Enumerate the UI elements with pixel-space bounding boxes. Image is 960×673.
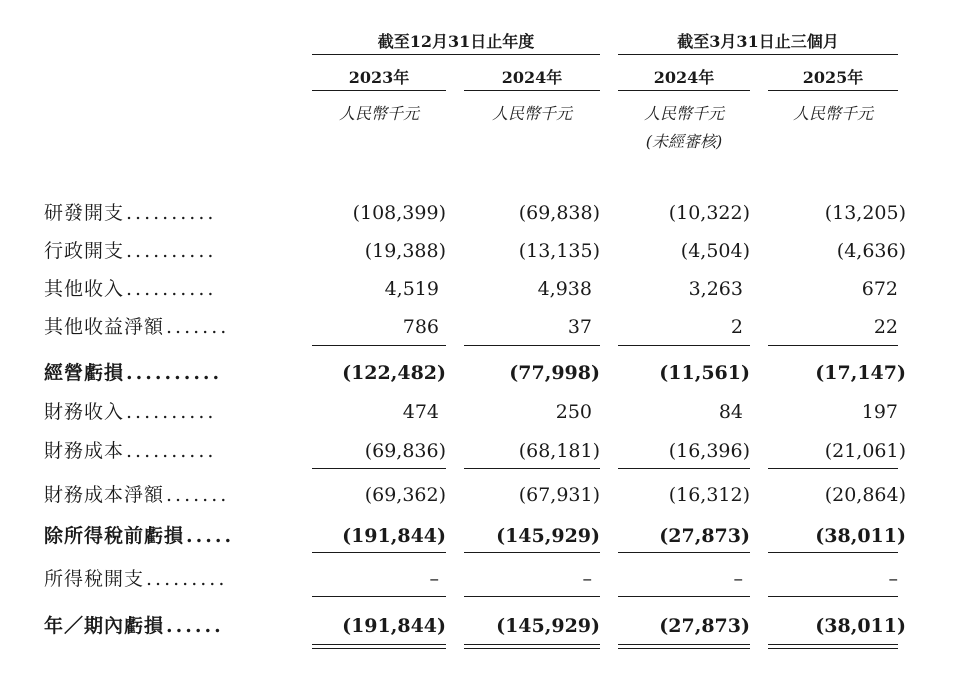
cell-value: (145,929) [496, 525, 600, 547]
subtotal-rule [312, 345, 446, 346]
cell-value: (191,844) [342, 525, 446, 547]
cell-value: 474 [402, 401, 439, 423]
cell-value: (77,998) [509, 362, 600, 384]
column-year-2023: 2023年 [312, 66, 446, 91]
cell-value: 2 [730, 316, 743, 338]
row-label-rd-expenses: 研發開支 .......... [44, 202, 217, 224]
header-group-quarter: 截至3月31日止三個月 [618, 30, 898, 55]
column-unit: 人民幣千元 [338, 104, 419, 123]
total-double-rule [768, 644, 898, 649]
cell-value: (20,864) [824, 484, 906, 506]
subtotal-rule [312, 552, 446, 553]
row-label-loss-for-period: 年／期內虧損 ...... [44, 615, 224, 637]
cell-value: (38,011) [815, 615, 906, 637]
subtotal-rule [768, 468, 898, 469]
column-year-2024-annual: 2024年 [464, 66, 600, 91]
cell-value: – [733, 568, 743, 590]
total-double-rule [618, 644, 750, 649]
subtotal-rule [464, 468, 600, 469]
cell-value: (38,011) [815, 525, 906, 547]
cell-value: (69,838) [518, 202, 600, 224]
cell-value: 37 [567, 316, 592, 338]
cell-value: (19,388) [364, 240, 446, 262]
row-label-finance-income: 財務收入 .......... [44, 401, 217, 423]
cell-value: (69,362) [364, 484, 446, 506]
column-unit: 人民幣千元 [643, 104, 724, 123]
row-label-other-gains-net: 其他收益淨額 ....... [44, 316, 230, 338]
row-label-income-tax: 所得稅開支 ......... [44, 568, 228, 590]
subtotal-rule [464, 345, 600, 346]
cell-value: (16,312) [668, 484, 750, 506]
cell-value: 84 [718, 401, 743, 423]
column-note-unaudited: (未經審核) [645, 132, 723, 151]
cell-value: (122,482) [342, 362, 446, 384]
subtotal-rule [618, 596, 750, 597]
row-label-loss-before-tax: 除所得稅前虧損 ..... [44, 525, 235, 547]
subtotal-rule [768, 345, 898, 346]
row-label-finance-costs: 財務成本 .......... [44, 440, 217, 462]
cell-value: (191,844) [342, 615, 446, 637]
cell-value: – [888, 568, 898, 590]
cell-value: 4,519 [384, 278, 439, 300]
cell-value: 250 [555, 401, 592, 423]
cell-value: 786 [402, 316, 439, 338]
subtotal-rule [312, 596, 446, 597]
subtotal-rule [312, 468, 446, 469]
row-label-other-income: 其他收入 .......... [44, 278, 217, 300]
cell-value: 197 [861, 401, 898, 423]
subtotal-rule [768, 596, 898, 597]
subtotal-rule [618, 468, 750, 469]
cell-value: (10,322) [668, 202, 750, 224]
subtotal-rule [768, 552, 898, 553]
cell-value: (13,135) [518, 240, 600, 262]
total-double-rule [464, 644, 600, 649]
row-label-finance-costs-net: 財務成本淨額 ....... [44, 484, 230, 506]
cell-value: (68,181) [518, 440, 600, 462]
column-unit: 人民幣千元 [491, 104, 572, 123]
cell-value: (17,147) [815, 362, 906, 384]
cell-value: 3,263 [688, 278, 743, 300]
cell-value: (27,873) [659, 525, 750, 547]
cell-value: (16,396) [668, 440, 750, 462]
subtotal-rule [464, 596, 600, 597]
cell-value: 22 [873, 316, 898, 338]
cell-value: (27,873) [659, 615, 750, 637]
cell-value: (67,931) [518, 484, 600, 506]
header-group-year: 截至12月31日止年度 [312, 30, 600, 55]
subtotal-rule [464, 552, 600, 553]
cell-value: (4,504) [680, 240, 750, 262]
total-double-rule [312, 644, 446, 649]
cell-value: (145,929) [496, 615, 600, 637]
cell-value: 4,938 [537, 278, 592, 300]
cell-value: (21,061) [824, 440, 906, 462]
cell-value: – [429, 568, 439, 590]
row-label-operating-loss: 經營虧損 .......... [44, 362, 223, 384]
subtotal-rule [618, 552, 750, 553]
cell-value: (11,561) [659, 362, 750, 384]
cell-value: (4,636) [836, 240, 906, 262]
cell-value: 672 [861, 278, 898, 300]
cell-value: – [582, 568, 592, 590]
subtotal-rule [618, 345, 750, 346]
cell-value: (108,399) [352, 202, 446, 224]
cell-value: (13,205) [824, 202, 906, 224]
column-year-2024-q1: 2024年 [618, 66, 750, 91]
row-label-admin-expenses: 行政開支 .......... [44, 240, 217, 262]
column-unit: 人民幣千元 [792, 104, 873, 123]
column-year-2025-q1: 2025年 [768, 66, 898, 91]
cell-value: (69,836) [364, 440, 446, 462]
